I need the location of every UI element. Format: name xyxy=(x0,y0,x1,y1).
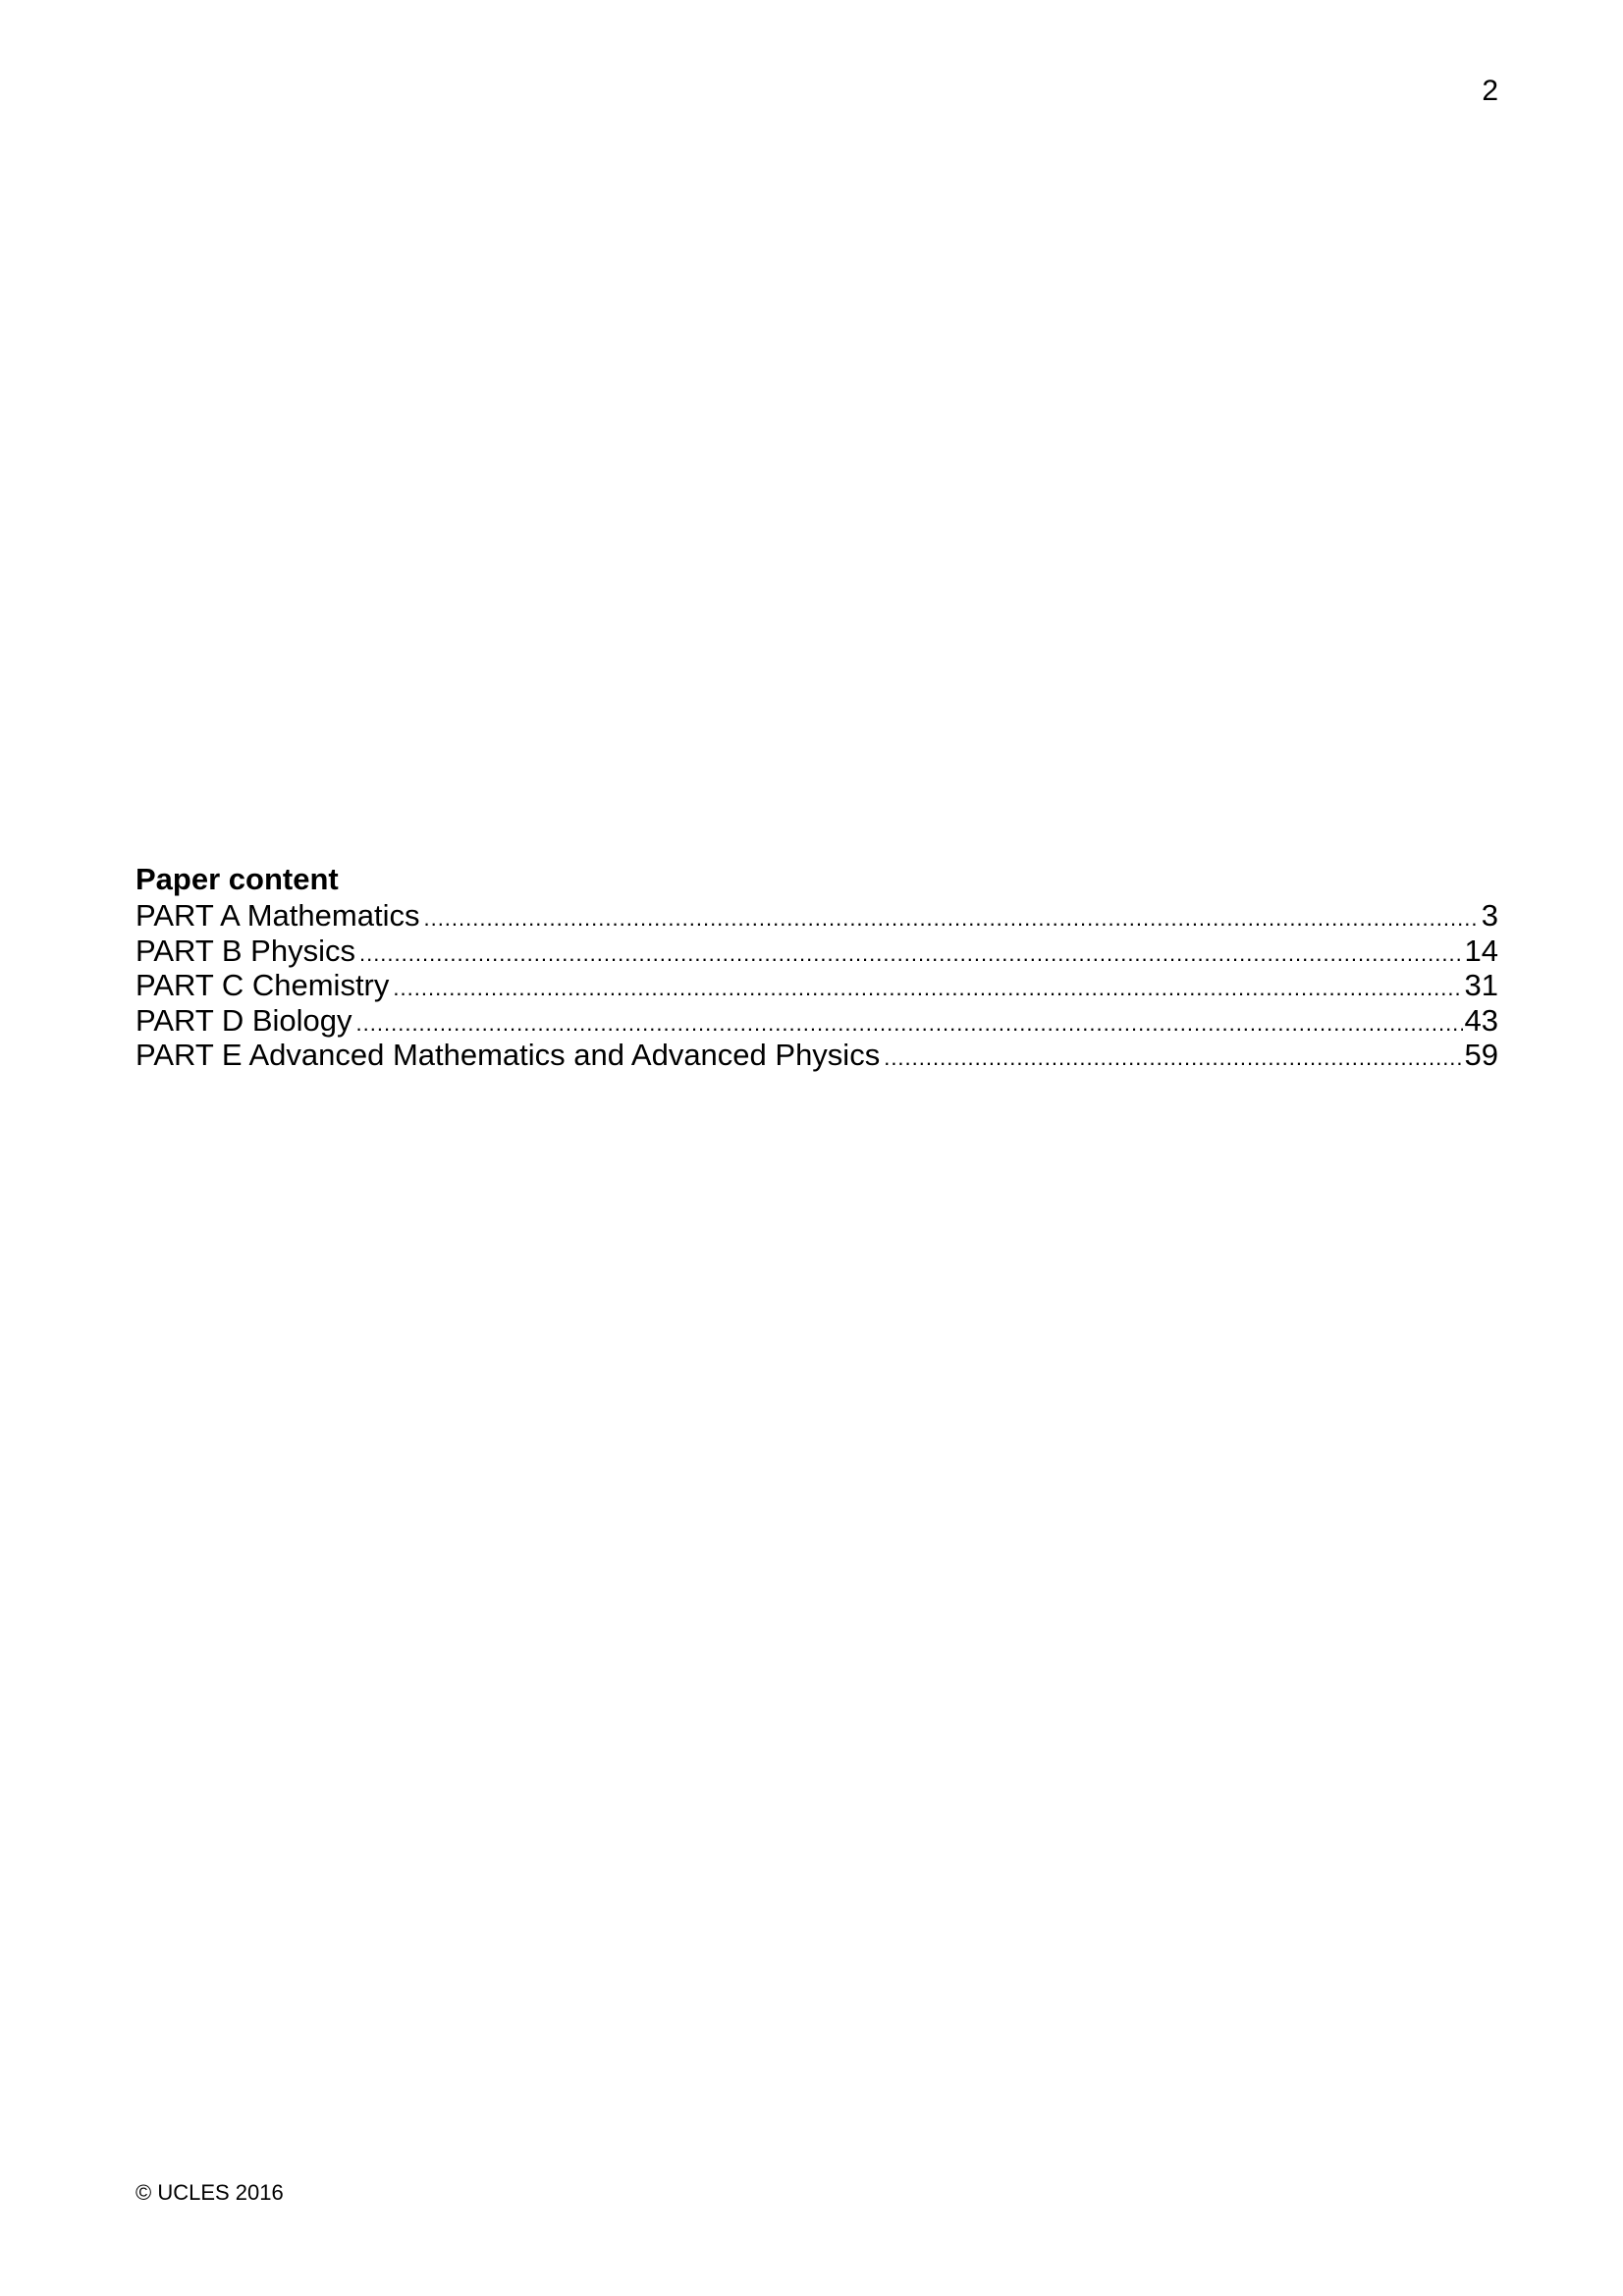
toc-entry-page: 3 xyxy=(1481,898,1498,933)
toc-entry-page: 43 xyxy=(1464,1002,1498,1038)
table-of-contents xyxy=(135,862,1498,1073)
toc-entry-label: PART A Mathematics xyxy=(135,898,420,933)
toc-heading: Paper content xyxy=(135,862,339,896)
toc-entry-part-a xyxy=(135,898,1498,934)
toc-entry-label: PART C Chemistry xyxy=(135,968,390,1002)
dot-leader xyxy=(423,908,1479,930)
dot-leader xyxy=(356,1013,1463,1035)
toc-entry-page: 31 xyxy=(1464,968,1498,1002)
toc-entry-part-b xyxy=(135,934,1498,969)
toc-entry-label: PART E Advanced Mathematics and Advanced Physics xyxy=(135,1038,881,1072)
dot-leader xyxy=(393,978,1462,999)
toc-list xyxy=(135,898,1498,1073)
toc-entry-page: 14 xyxy=(1464,933,1498,968)
toc-entry-page: 59 xyxy=(1464,1038,1498,1072)
dot-leader xyxy=(359,943,1463,965)
copyright-footer: © UCLES 2016 xyxy=(135,2180,284,2205)
toc-entry-label: PART D Biology xyxy=(135,1002,352,1038)
toc-entry-part-e xyxy=(135,1038,1498,1073)
dot-leader xyxy=(884,1047,1462,1069)
toc-entry-part-d xyxy=(135,1003,1498,1039)
toc-entry-label: PART B Physics xyxy=(135,933,355,968)
toc-entry-part-c xyxy=(135,968,1498,1003)
page-number: 2 xyxy=(1482,75,1498,107)
